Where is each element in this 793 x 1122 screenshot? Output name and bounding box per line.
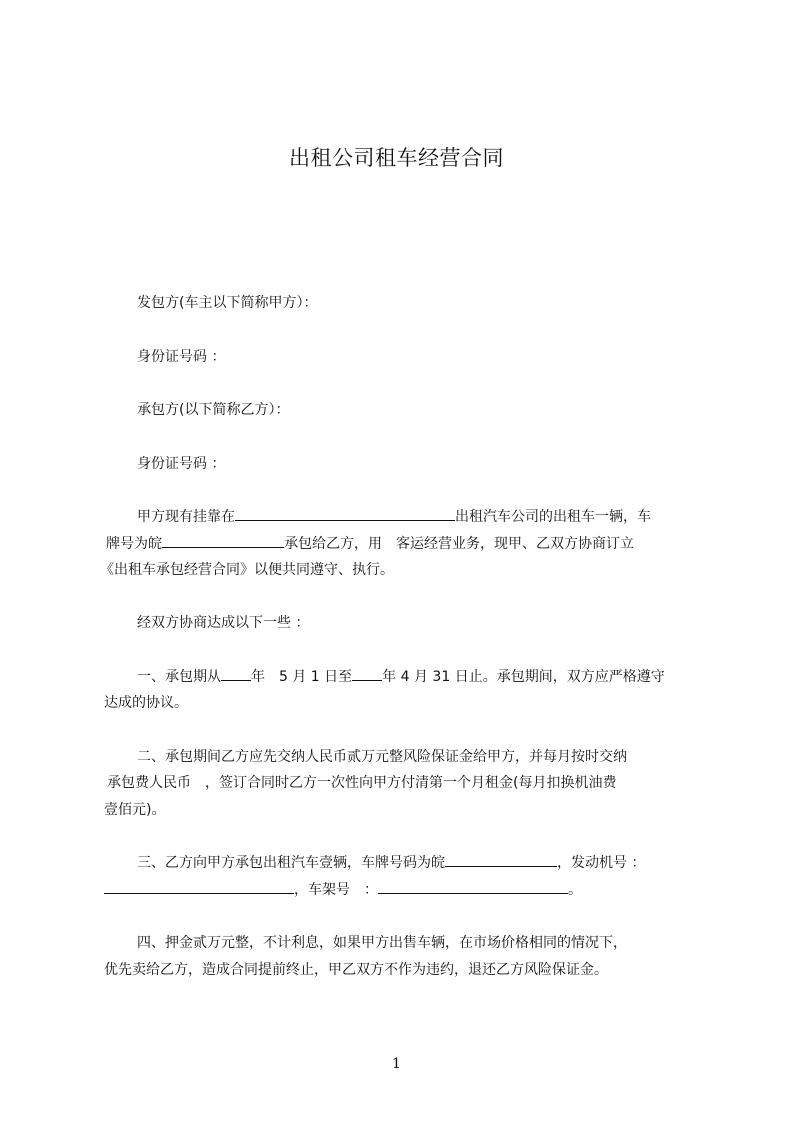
intro-line-1 — [137, 506, 651, 526]
agreement-lead: 经双方协商达成以下一些 ： — [137, 615, 310, 631]
clause-text: 一、承包期从 — [137, 669, 221, 685]
party-a-id-field: 身份证号码 ： — [137, 349, 226, 365]
clause-text: ，发动机号 ： — [557, 855, 646, 871]
intro-line-3: 《出租车承包经营合同》以便共同遵守、执行。 — [100, 562, 394, 578]
party-b-id-field: 身份证号码 ： — [137, 456, 226, 472]
party-a-field: 发包方(车主以下简称甲方）： — [137, 295, 318, 311]
clause-2-line-1: 二、承包期间乙方应先交纳人民币贰万元整风险保证金给甲方，并每月按时交纳 — [137, 749, 627, 765]
party-b-field: 承包方(以下简称乙方）： — [137, 402, 290, 418]
clause-3-line-1 — [137, 852, 645, 872]
clause-text: 年 5 月 1 日至 — [251, 669, 353, 685]
intro-line-2 — [106, 533, 634, 553]
blank-underline — [221, 668, 251, 681]
page-number: 1 — [392, 1056, 401, 1072]
clause-text: 三、乙方向甲方承包出租汽车壹辆，车牌号码为皖 — [137, 855, 445, 871]
intro-text: 牌号为皖 — [106, 536, 162, 552]
clause-4-line-1: 四、押金贰万元整，不计利息，如果甲方出售车辆，在市场价格相同的情况下， — [137, 935, 627, 951]
clause-text: 年 4 月 31 日止。承包期间，双方应严格遵守 — [382, 669, 665, 685]
clause-2-line-3: 壹佰元)。 — [104, 802, 166, 818]
document-title: 出租公司租车经营合同 — [289, 146, 504, 170]
clause-1-line-2: 达成的协议。 — [104, 695, 188, 711]
blank-underline — [162, 535, 284, 548]
clause-3-line-2 — [104, 879, 582, 899]
clause-text: ，车架号 ： — [294, 882, 378, 898]
intro-text: 承包给乙方，用 客运经营业务，现甲、乙双方协商订立 — [284, 536, 634, 552]
intro-text: 甲方现有挂靠在 — [137, 509, 235, 525]
blank-underline — [235, 508, 455, 521]
blank-underline — [104, 881, 294, 894]
blank-underline — [445, 854, 557, 867]
clause-4-line-2: 优先卖给乙方，造成合同提前终止，甲乙双方不作为违约，退还乙方风险保证金。 — [104, 962, 608, 978]
clause-2-line-2: 承包费人民币 ，签订合同时乙方一次性向甲方付清第一个月租金(每月扣换机油费 — [107, 775, 617, 791]
blank-underline — [378, 881, 568, 894]
clause-1-line-1 — [137, 666, 665, 686]
intro-text: 出租汽车公司的出租车一辆，车 — [455, 509, 651, 525]
blank-underline — [352, 668, 382, 681]
clause-text: 。 — [568, 882, 582, 898]
